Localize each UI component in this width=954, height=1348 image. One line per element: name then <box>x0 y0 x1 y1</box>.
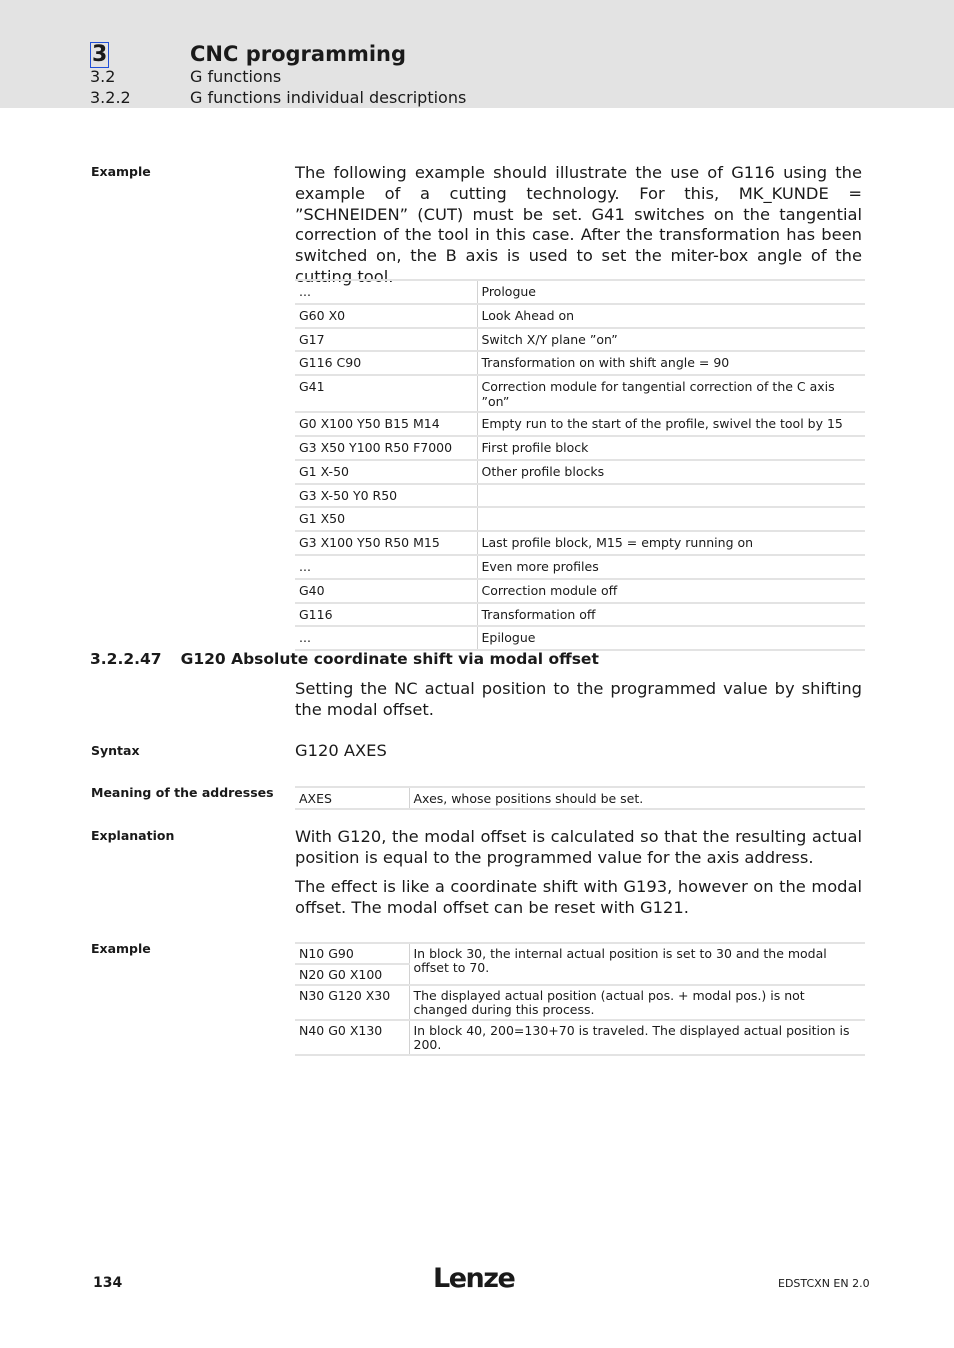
subsection-title: G functions individual descriptions <box>190 88 467 107</box>
example2-label: Example <box>91 941 151 956</box>
table-row <box>295 1020 865 1055</box>
table-cell: Axes, whose positions should be set. <box>409 787 865 809</box>
table-row <box>295 375 865 412</box>
table-cell: N20 G0 X100 <box>295 964 409 985</box>
section-number: 3.2.2.47 <box>90 650 162 668</box>
table-cell: Epilogue <box>477 626 865 650</box>
syntax-text: G120 AXES <box>295 741 387 760</box>
meaning-table <box>295 786 865 810</box>
table-cell: G3 X100 Y50 R50 M15 <box>295 531 477 555</box>
table-cell: Switch X/Y plane ”on” <box>477 328 865 352</box>
table-cell: In block 40, 200=130+70 is traveled. The displayed actual position is 200. <box>409 1020 865 1055</box>
table-cell: Empty run to the start of the profile, swivel the tool by 15 <box>477 412 865 436</box>
example-program-table <box>295 279 865 651</box>
table-cell: G0 X100 Y50 B15 M14 <box>295 412 477 436</box>
table-row <box>295 280 865 304</box>
section-title: G functions <box>190 67 282 86</box>
table-cell: Transformation on with shift angle = 90 <box>477 351 865 375</box>
table-cell: G41 <box>295 375 477 412</box>
table-row <box>295 304 865 328</box>
table-row <box>295 787 865 809</box>
table-row <box>295 943 865 964</box>
table-row <box>295 460 865 484</box>
meaning-label: Meaning of the addresses <box>91 785 274 800</box>
section-heading <box>90 650 599 668</box>
table-row <box>295 436 865 460</box>
table-row <box>295 507 865 531</box>
table-row <box>295 484 865 508</box>
lenze-logo: Lenze <box>433 1263 515 1294</box>
table-cell <box>477 484 865 508</box>
table-cell: Look Ahead on <box>477 304 865 328</box>
page-number: 134 <box>93 1275 123 1291</box>
table-cell: N10 G90 <box>295 943 409 964</box>
table-cell: Other profile blocks <box>477 460 865 484</box>
table-row <box>295 626 865 650</box>
table-cell: ... <box>295 280 477 304</box>
table-cell: N30 G120 X30 <box>295 985 409 1020</box>
table-row <box>295 531 865 555</box>
example-intro: The following example should illustrate the use of G116 using the example of a cutting technology. For this, MK_KUNDE = ”SCHNEIDEN” (CUT) must be set. G41 switches on the tangential correction of the tool in this case. After the transformation has been switched on, the B axis is used to set the miter-box angle of the cutting tool. <box>295 163 862 286</box>
table-cell: AXES <box>295 787 409 809</box>
table-cell: G17 <box>295 328 477 352</box>
table-cell: Transformation off <box>477 603 865 627</box>
table-cell: Correction module off <box>477 579 865 603</box>
table-row <box>295 555 865 579</box>
table-cell: Prologue <box>477 280 865 304</box>
table-cell: G1 X50 <box>295 507 477 531</box>
section-intro: Setting the NC actual position to the programmed value by shifting the modal offset. <box>295 679 862 719</box>
explanation-label: Explanation <box>91 828 175 843</box>
table-cell: G3 X-50 Y0 R50 <box>295 484 477 508</box>
table-row <box>295 412 865 436</box>
explanation-paragraph-2: The effect is like a coordinate shift with G193, however on the modal offset. The modal offset can be reset with G121. <box>295 877 862 917</box>
table-cell: G1 X-50 <box>295 460 477 484</box>
table-cell: G60 X0 <box>295 304 477 328</box>
table-cell: In block 30, the internal actual position is set to 30 and the modal offset to 70. <box>409 943 865 985</box>
table-cell: Correction module for tangential correction of the C axis ”on” <box>477 375 865 412</box>
table-cell: Last profile block, M15 = empty running on <box>477 531 865 555</box>
table-cell: Even more profiles <box>477 555 865 579</box>
table-cell: G3 X50 Y100 R50 F7000 <box>295 436 477 460</box>
document-id: EDSTCXN EN 2.0 <box>778 1277 870 1290</box>
example2-table <box>295 942 865 1056</box>
explanation-paragraph-1: With G120, the modal offset is calculated so that the resulting actual position is equal to the programmed value for the axis address. <box>295 827 862 867</box>
table-cell: N40 G0 X130 <box>295 1020 409 1055</box>
section-number: 3.2 <box>90 67 116 86</box>
table-row <box>295 603 865 627</box>
table-cell <box>477 507 865 531</box>
page-header <box>0 0 954 108</box>
table-cell: First profile block <box>477 436 865 460</box>
table-cell: ... <box>295 626 477 650</box>
table-row <box>295 351 865 375</box>
table-row <box>295 985 865 1020</box>
example-label: Example <box>91 164 151 179</box>
table-cell: G40 <box>295 579 477 603</box>
chapter-number[interactable]: 3 <box>92 42 108 67</box>
table-cell: G116 C90 <box>295 351 477 375</box>
section-title: G120 Absolute coordinate shift via modal offset <box>180 650 599 668</box>
syntax-label: Syntax <box>91 743 140 758</box>
table-cell: G116 <box>295 603 477 627</box>
chapter-title: CNC programming <box>190 42 407 66</box>
subsection-number: 3.2.2 <box>90 88 131 107</box>
table-cell: ... <box>295 555 477 579</box>
table-row <box>295 328 865 352</box>
table-cell: The displayed actual position (actual pos. + modal pos.) is not changed during this process. <box>409 985 865 1020</box>
table-row <box>295 579 865 603</box>
